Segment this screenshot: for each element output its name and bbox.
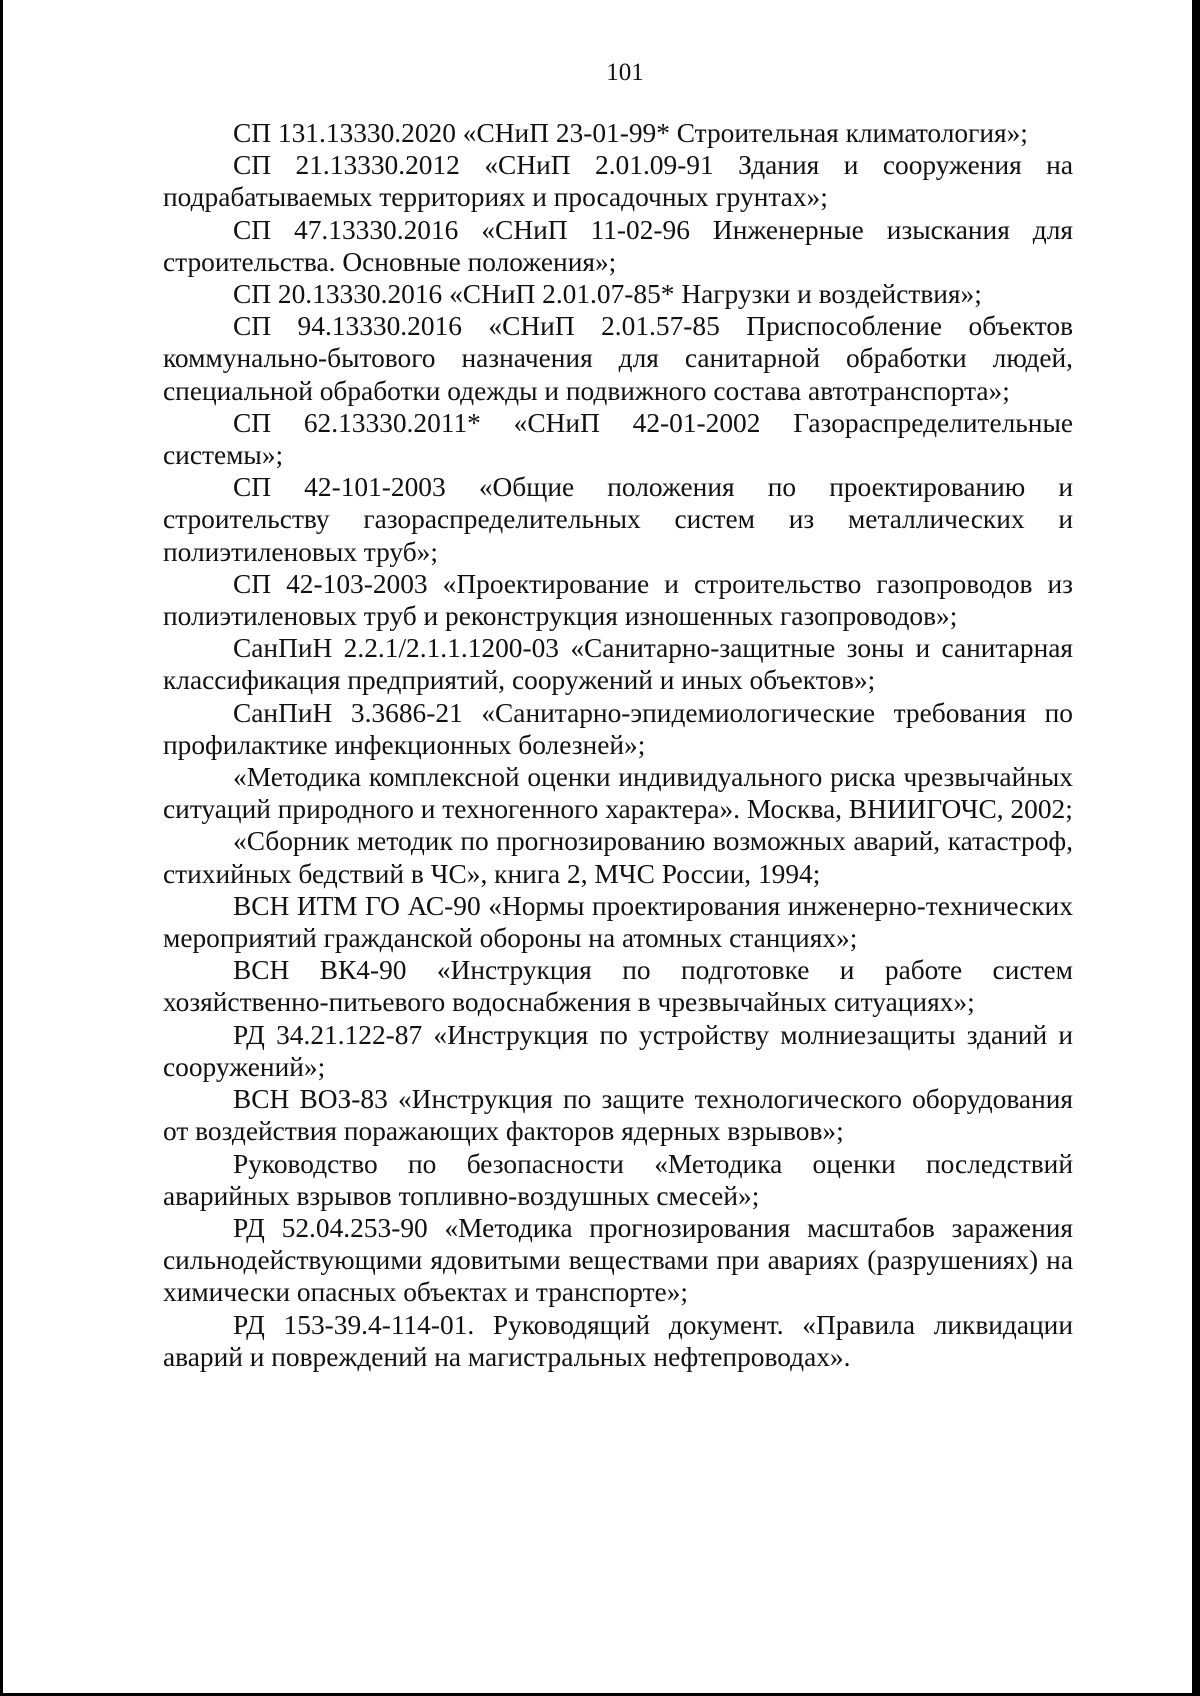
reference-entry: РД 34.21.122-87 «Инструкция по устройству молниезащиты зданий и сооружений»; [163,1019,1073,1082]
reference-entry: РД 153-39.4-114-01. Руководящий документ. «Правила ликвидации аварий и повреждений на магистральных нефтепроводах». [163,1309,1073,1372]
reference-entry: ВСН ВОЗ-83 «Инструкция по защите технологического оборудования от воздействия поражающих факторов ядерных взрывов»; [163,1084,1073,1147]
reference-entry: СанПиН 3.3686-21 «Санитарно-эпидемиологические требования по профилактике инфекционных болезней»; [163,697,1073,760]
page-number: 101 [606,59,644,86]
reference-entry: РД 52.04.253-90 «Методика прогнозирования масштабов заражения сильнодействующими ядовитыми веществами при авариях (разрушениях) на химически опасных объектах и транспорте»; [163,1212,1073,1308]
reference-entry: СП 42-101-2003 «Общие положения по проектированию и строительству газораспределительных систем из металлических и полиэтиленовых труб»; [163,472,1073,567]
reference-entry: СП 47.13330.2016 «СНиП 11-02-96 Инженерные изыскания для строительства. Основные положения»; [163,214,1073,277]
reference-entry: «Методика комплексной оценки индивидуального риска чрезвычайных ситуаций природного и техногенного характера». Москва, ВНИИГОЧС, 2002; [163,762,1073,825]
reference-entry: СП 42-103-2003 «Проектирование и строительство газопроводов из полиэтиленовых труб и реконструкция изношенных газопроводов»; [163,568,1073,632]
scan-edge-left [0,0,3,1696]
reference-entry: СП 20.13330.2016 «СНиП 2.01.07-85* Нагрузки и воздействия»; [233,279,982,310]
reference-entry: «Сборник методик по прогнозированию возможных аварий, катастроф, стихийных бедствий в ЧС», книга 2, МЧС России, 1994; [163,826,1073,889]
reference-entry: ВСН ВК4-90 «Инструкция по подготовке и работе систем хозяйственно-питьевого водоснабжения в чрезвычайных ситуациях»; [163,955,1073,1018]
reference-entry: СанПиН 2.2.1/2.1.1.1200-03 «Санитарно-защитные зоны и санитарная классификация предприятий, сооружений и иных объектов»; [163,633,1073,696]
scan-edge-right [1192,0,1200,1696]
reference-entry: СП 131.13330.2020 «СНиП 23-01-99* Строительная климатология»; [233,118,1028,148]
reference-entry: СП 62.13330.2011* «СНиП 42-01-2002 Газораспределительные системы»; [163,407,1073,471]
reference-entry: Руководство по безопасности «Методика оценки последствий аварийных взрывов топливно-воздушных смесей»; [163,1148,1073,1211]
reference-entry: СП 94.13330.2016 «СНиП 2.01.57-85 Приспособление объектов коммунально-бытового назначения для санитарной обработки людей, специальной обработки одежды и подвижного состава автотранспорта»; [163,311,1073,406]
reference-entry: СП 21.13330.2012 «СНиП 2.01.09-91 Здания и сооружения на подрабатываемых территориях и просадочных грунтах»; [163,150,1073,213]
reference-entry: ВСН ИТМ ГО АС-90 «Нормы проектирования инженерно-технических мероприятий гражданской обороны на атомных станциях»; [163,890,1073,954]
reference-list [163,117,1073,1373]
